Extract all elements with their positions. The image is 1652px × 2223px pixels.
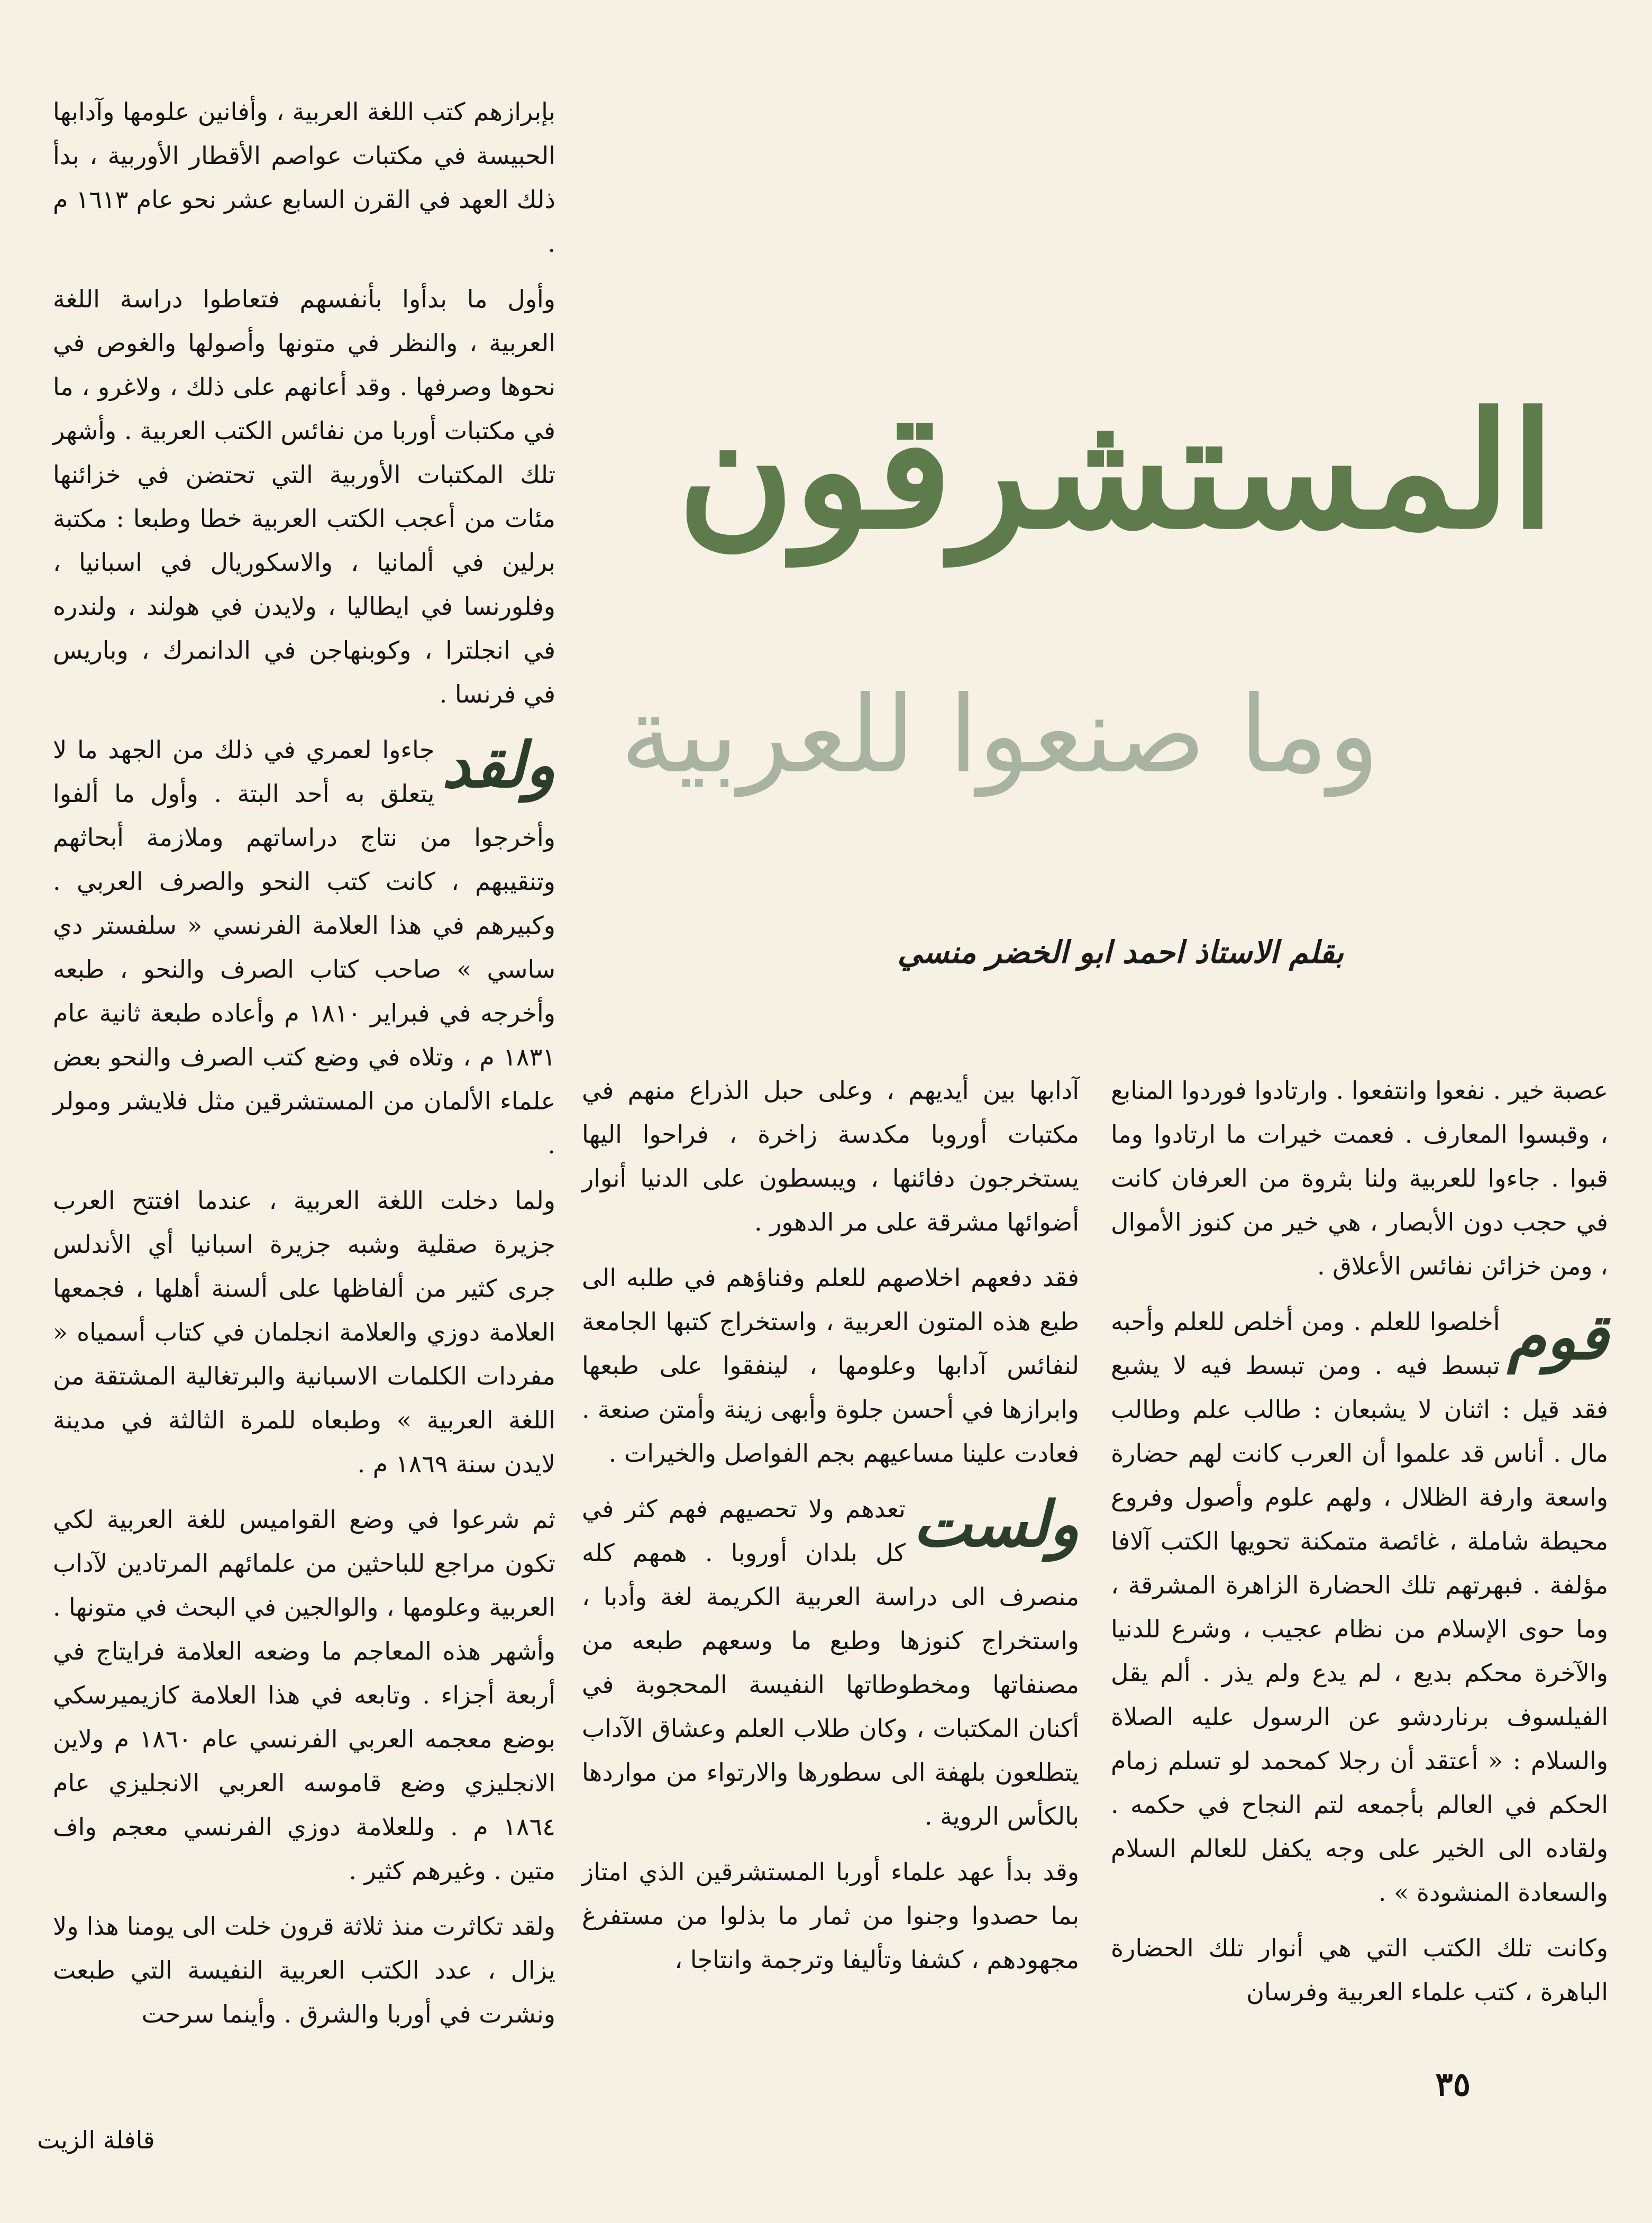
paragraph	[582, 1487, 1079, 1838]
paragraph: ولما دخلت اللغة العربية ، عندما افتتح العرب جزيرة صقلية وشبه جزيرة اسبانيا أي الأندلس جرى كثير من ألفاظها على ألسنة أهلها ، فجمعها العلامة دوزي والعلامة انجلمان في كتاب أسمياه « مفردات الكلمات الاسبانية والبرتغالية المشتقة من اللغة العربية » وطبعاه للمرة الثالثة في مدينة لايدن سنة ١٨٦٩ م .	[53, 1186, 555, 1478]
paragraph: عصبة خير . نفعوا وانتفعوا . وارتادوا فوردوا المنابع ، وقبسوا المعارف . فعمت خيرات ما ارتادوا وما قبوا . جاءوا للعربية ولنا بثروة من العرفان كانت في حجب دون الأبصار ، هي خير من كنوز الأموال ، ومن خزائن نفائس الأعلاق .	[1111, 1076, 1608, 1280]
paragraph: وقد بدأ عهد علماء أوربا المستشرقين الذي امتاز بما حصدوا وجنوا من ثمار ما بذلوا من مستفرغ مجهودهم ، كشفا وتأليفا وترجمة وانتاجا ،	[582, 1857, 1079, 1974]
author-byline: بقلم الاستاذ احمد ابو الخضر منسي	[897, 934, 1344, 970]
text-column-left	[53, 90, 555, 2069]
paragraph-text: جاءوا لعمري في ذلك من الجهد ما لا يتعلق به أحد البتة . وأول ما ألفوا وأخرجوا من نتاج دراساتهم وملازمة أبحاثهم وتنقيبهم ، كانت كتب النحو والصرف العربي . وكبيرهم في هذا العلامة الفرنسي « سلفستر دي ساسي » صاحب كتاب الصرف والنحو ، طبعه وأخرجه في فبراير ١٨١٠ م وأعاده طبعة ثانية عام ١٨٣١ م ، وتلاه في وضع كتب الصرف والنحو بعض علماء الألمان من المستشرقين مثل فلايشر ومولر .	[53, 735, 555, 1159]
paragraph: بإبرازهم كتب اللغة العربية ، وأفانين علومها وآدابها الحبيسة في مكتبات عواصم الأقطار الأوربية ، بدأ ذلك العهد في القرن السابع عشر نحو عام ١٦١٣ م .	[53, 97, 556, 258]
magazine-name: قافلة الزيت	[37, 2126, 155, 2154]
paragraph	[53, 728, 555, 1167]
paragraph: وكانت تلك الكتب التي هي أنوار تلك الحضارة الباهرة ، كتب علماء العربية وفرسان	[1111, 1934, 1608, 2006]
page-number: ٣٥	[1435, 2065, 1471, 2103]
paragraph: فقد دفعهم اخلاصهم للعلم وفناؤهم في طلبه الى طبع هذه المتون العربية ، واستخراج كتبها الجامعة لنفائس آدابها وعلومها ، لينفقوا على طبعها وابرازها في أحسن جلوة وأبهى زينة وأمتن صنعة . فعادت علينا مساعيهم بجم الفواصل والخيرات .	[582, 1263, 1079, 1468]
lead-word: ولست	[912, 1487, 1079, 1561]
lead-word: ولقد	[442, 728, 555, 801]
paragraph-text: تعدهم ولا تحصيهم فهم كثر في كل بلدان أوروبا . همهم كله منصرف الى دراسة العربية الكريمة لغة وأدبا ، واستخراج كنوزها وطبع ما وسعهم طبعه من مصنفاتها ومخطوطاتها النفيسة المحجوبة في أكنان المكتبات ، وكان طلاب العلم وعشاق الآداب يتطلعون بلهفة الى سطورها والارتواء من مواردها بالكأس الروية .	[582, 1495, 1079, 1830]
paragraph: وأول ما بدأوا بأنفسهم فتعاطوا دراسة اللغة العربية ، والنظر في متونها وأصولها والغوص في نحوها وصرفها . وقد أعانهم على ذلك ، ولاغرو ، ما في مكتبات أوربا من نفائس الكتب العربية . وأشهر تلك المكتبات الأوربية التي تحتضن في خزائنها مئات من أعجب الكتب العربية خطا وطبعا : مكتبة برلين في ألمانيا ، والاسكوريال في اسبانيا ، وفلورنسا في ايطاليا ، ولايدن في هولند ، ولندره في انجلترا ، وكوبنهاجن في الدانمرك ، وباريس في فرنسا .	[53, 285, 555, 708]
text-column-middle	[582, 1069, 1079, 2063]
paragraph: آدابها بين أيديهم ، وعلى حبل الذراع منهم في مكتبات أوروبا مكدسة زاخرة ، فراحوا اليها يستخرجون دفائنها ، ويبسطون على الدنيا أنوار أضوائها مشرقة على مر الدهور .	[582, 1076, 1079, 1236]
article-title: المستشرقون	[677, 377, 1555, 564]
paragraph-text: أخلصوا للعلم . ومن أخلص للعلم وأحبه تبسط فيه . ومن تبسط فيه لا يشبع فقد قيل : اثنان لا يشبعان : طالب علم وطالب مال . أناس قد علموا أن العرب كانت لهم حضارة واسعة وارفة الظلال ، ولهم علوم وأصول وفروع محيطة شاملة ، غائصة متمكنة تحويها الكتب آلافا مؤلفة . فبهرتهم تلك الحضارة الزاهرة المشرقة ، وما حوى الإسلام من نظام عجيب ، وشرع للدنيا والآخرة محكم بديع ، لم يدع ولم يذر . ألم يقل الفيلسوف برناردشو عن الرسول عليه الصلاة والسلام : « أعتقد أن رجلا كمحمد لو تسلم زمام الحكم في العالم بأجمعه لتم النجاح في حكمه . ولقاده الى الخير على وجه يكفل للعالم السلام والسعادة المنشودة » .	[1111, 1307, 1608, 1907]
article-subtitle: وما صنعوا للعربية	[620, 673, 1380, 797]
paragraph: ولقد تكاثرت منذ ثلاثة قرون خلت الى يومنا هذا ولا يزال ، عدد الكتب العربية النفيسة التي طبعت ونشرت في أوربا والشرق . وأينما سرحت	[53, 1912, 555, 2028]
paragraph: ثم شرعوا في وضع القواميس للغة العربية لكي تكون مراجع للباحثين من علمائهم المرتادين لآداب العربية وعلومها ، والوالجين في البحث في متونها . وأشهر هذه المعاجم ما وضعه العلامة فرايتاج في أربعة أجزاء . وتابعه في هذا العلامة كازيميرسكي بوضع معجمه العربي الفرنسي عام ١٨٦٠ م ولاين الانجليزي وضع قاموسه العربي الانجليزي عام ١٨٦٤ م . وللعلامة دوزي الفرنسي معجم واف متين . وغيرهم كثير .	[53, 1505, 555, 1885]
text-column-right	[1111, 1069, 1608, 2063]
paragraph	[1111, 1300, 1608, 1915]
lead-word: قوم	[1507, 1300, 1608, 1373]
